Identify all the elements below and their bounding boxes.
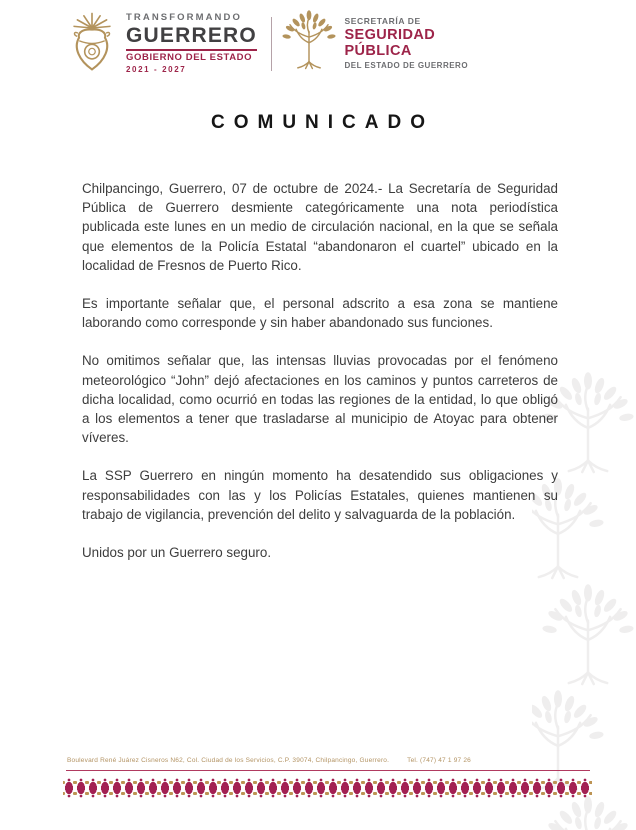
paragraph-2: Es importante señalar que, el personal adscrito a esa zona se mantiene laborando como corresponde y sin haber abandonado sus funciones. — [82, 296, 558, 331]
amate-tree-icon — [281, 10, 337, 77]
page-title: COMUNICADO — [211, 112, 434, 133]
footer-rule — [66, 770, 590, 771]
press-release-body — [82, 179, 558, 581]
logo-state-name: GUERRERO — [126, 23, 257, 47]
government-logo-text — [126, 13, 257, 74]
decorative-textile-band — [63, 778, 592, 799]
logo-tagline: TRANSFORMANDO — [126, 12, 242, 24]
paragraph-dateline: Chilpancingo, Guerrero, 07 de octubre de 2024.- La Secretaría de Seguridad Pública de Guerrero desmiente categóricamente una nota periodística publicada este lunes en un medio de circulación nacional, en la que se señala que elementos de la Policía Estatal “abandonaron el cuartel” ubicado en la localidad de Fresnos de Puerto Rico. — [82, 181, 558, 273]
logo-term-years: 2021 - 2027 — [126, 64, 187, 74]
agency-name-1: SEGURIDAD — [344, 27, 436, 44]
agency-name-2: PÚBLICA — [344, 43, 412, 60]
agency-logo-text — [344, 17, 468, 70]
paragraph-4: La SSP Guerrero en ningún momento ha desatendido sus obligaciones y responsabilidades con las y los Policías Estatales, quienes mantienen su trabajo de vigilancia, prevención del delito y salvaguarda de la población. — [82, 468, 558, 522]
logo-divider — [271, 17, 273, 71]
agency-suffix: DEL ESTADO DE GUERRERO — [344, 60, 469, 70]
paragraph-3: No omitimos señalar que, las intensas lluvias provocadas por el fenómeno meteorológico “John” dejó afectaciones en los caminos y puntos carreteros de dicha localidad, como ocurrió en todas las regiones de la entidad, lo que obligó a los elementos a tener que trasladarse al municipio de Atoyac para obtener víveres. — [82, 353, 558, 446]
guerrero-coat-of-arms-icon — [66, 8, 118, 79]
footer-contact — [67, 757, 587, 764]
agency-prefix: SECRETARÍA DE — [344, 16, 421, 27]
logo-government-label: GOBIERNO DEL ESTADO — [126, 49, 257, 63]
letterhead — [66, 8, 468, 79]
footer-address-text: Boulevard René Juárez Cisneros N62, Col. Ciudad de los Servicios, C.P. 39074, Chilpancingo, Guerrero. — [67, 757, 390, 764]
footer-phone: Tel. (747) 47 1 97 26 — [407, 757, 471, 764]
paragraph-closing-slogan: Unidos por un Guerrero seguro. — [82, 545, 272, 561]
